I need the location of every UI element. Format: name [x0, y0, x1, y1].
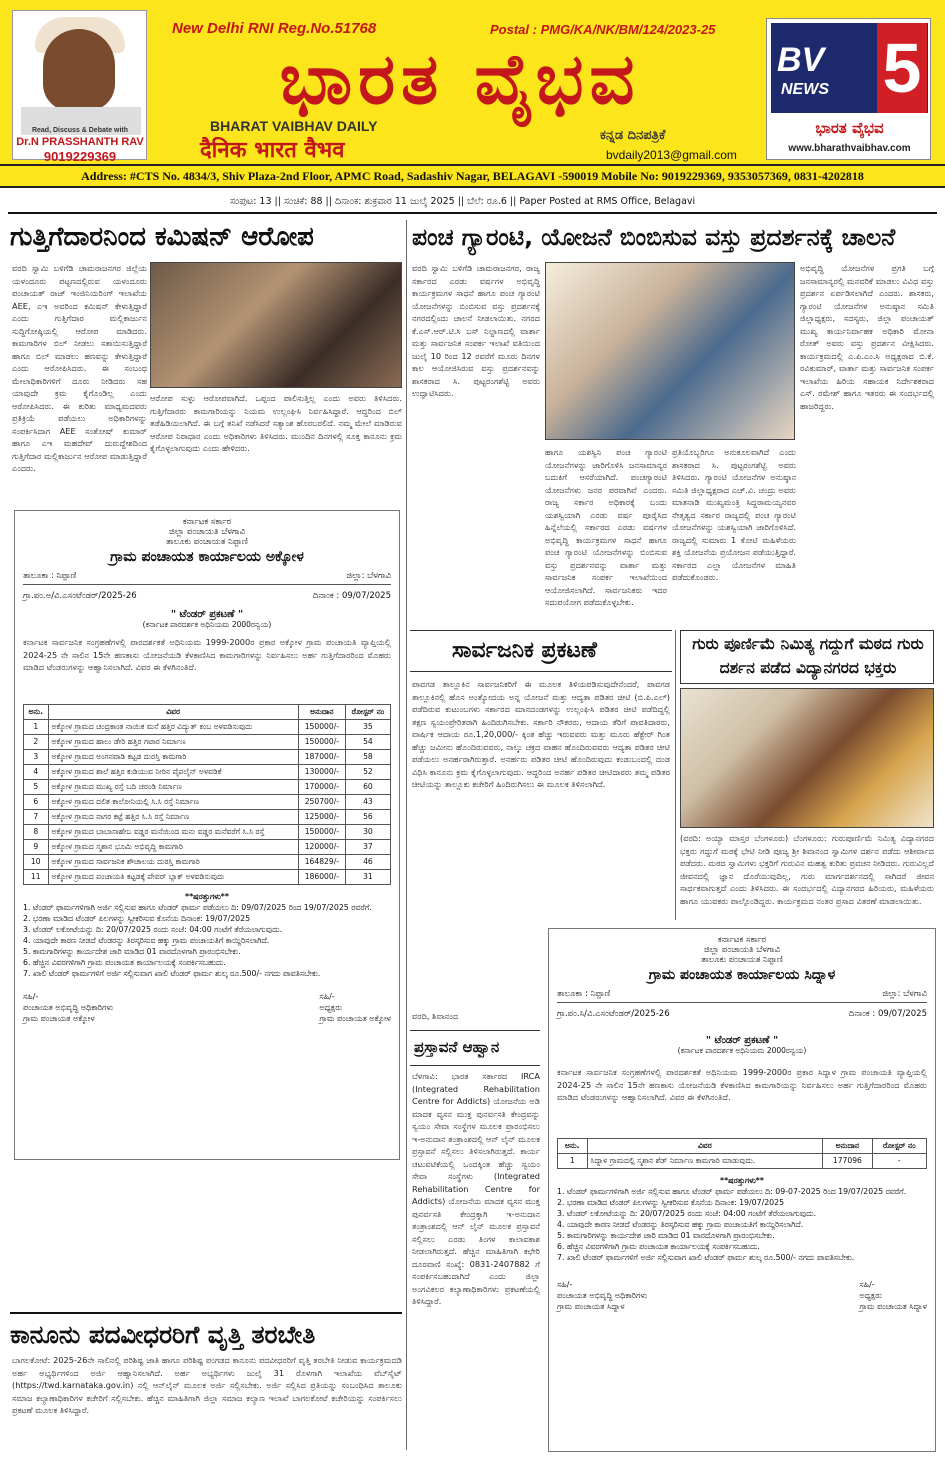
divider — [10, 1312, 402, 1314]
divider — [8, 212, 937, 214]
table-cell: ಅಕ್ಕೋಳ ಗ್ರಾಮದ ಅಂಗನವಾಡಿ ಕಟ್ಟಡ ದುರಸ್ತಿ ಕಾಮಗಾರಿ — [48, 750, 298, 765]
notice-headline: ಸಾರ್ವಜನಿಕ ಪ್ರಕಟಣೆ — [452, 638, 597, 663]
column-divider — [675, 630, 676, 920]
proposal-headline: ಪ್ರಸ್ತಾವನೆ ಆಹ್ವಾನ — [414, 1038, 500, 1056]
story1-body-right: ಆರೋಪ ಸುಳ್ಳು ಆರೋಪವಾಗಿದೆ. ಒಪ್ಪಂದ ಪಾಲಿಸುತ್ತಿಲ್ಲ ಎಂದು ಅವರು ತಿಳಿಸಿದರು. ಗುತ್ತಿಗೆದಾರರು ಕಾಮಗಾರಿಯನ್ನು ನಿಯಮ ಉಲ್ಲಂಘಿಸಿ ನಿರ್ವಹಿಸಿದ್ದಾರೆ. ಆದ್ದರಿಂದ ಬಿಲ್ ತಡೆಹಿಡಿಯಲಾಗಿದೆ. ಈ ಬಗ್ಗೆ ತನಿಖೆ ನಡೆಸಿದರೆ ಸತ್ಯಾಂಶ ಹೊರಬರಲಿದೆ. ನಮ್ಮ ಮೇಲೆ ಮಾಡಿರುವ ಆರೋಪ ನಿರಾಧಾರ ಎಂದು ಅಧಿಕಾರಿಗಳು ತಿಳಿಸಿದರು. ಮುಂದಿನ ದಿನಗಳಲ್ಲಿ ಸೂಕ್ತ ಕಾನೂನು ಕ್ರಮ ಕೈಗೊಳ್ಳಲಾಗುವುದು ಎಂದು ಹೇಳಿದರು. — [150, 393, 402, 453]
tender2-district: ಜಿಲ್ಲಾ: ಬೆಳಗಾವಿ — [882, 989, 927, 999]
tender2-office: ಗ್ರಾಮ ಪಂಚಾಯತ ಕಾರ್ಯಾಲಯ ಸಿದ್ನಾಳ — [648, 967, 836, 983]
tender1-ref: ಗ್ರಾ.ಪಂ.ಅ/ವಿ.ಎಸಂಟೆಂಡರ್/2025-26 — [23, 591, 137, 601]
table-cell: 7 — [24, 810, 49, 825]
table-cell: 1 — [558, 1154, 588, 1169]
story1-photo — [150, 262, 402, 388]
table-cell: 58 — [345, 750, 390, 765]
tender1-office: ಗ್ರಾಮ ಪಂಚಾಯತ ಕಾರ್ಯಾಲಯ ಅಕ್ಕೋಳ — [110, 549, 304, 565]
english-title: BHARAT VAIBHAV DAILY — [210, 118, 378, 134]
tender1-table-header — [24, 705, 391, 720]
condition-item: 5. ಕಾಮಗಾರಿಗಳನ್ನು ಕಾರ್ಯದೇಶ ಜಾರಿ ಮಾಡಿದ 01 ವಾರದೊಳಗಾಗಿ ಪ್ರಾರಂಭಿಸಬೇಕು. — [557, 1231, 775, 1240]
editor-phone: 9019229369 — [43, 149, 117, 164]
table-cell: 30 — [345, 825, 390, 840]
tender1-table-body — [24, 720, 391, 885]
table-cell: 6 — [24, 795, 49, 810]
postal-reg: Postal : PMG/KA/NK/BM/124/2023-25 — [490, 22, 716, 37]
table-cell: 35 — [345, 720, 390, 735]
hindi-title: दैनिक भारत वैभव — [200, 138, 345, 163]
tender1-sig-right: ಸಹಿ/- ಅಧ್ಯಕ್ಷರು ಗ್ರಾಮ ಪಂಚಾಯತ ಅಕ್ಕೋಳ — [319, 992, 391, 1023]
table-row — [24, 750, 391, 765]
table-row — [24, 720, 391, 735]
condition-item: 3. ಟೆಂಡರ್ ಲಕೋಟೆಯನ್ನು ದಿ: 20/07/2025 ರಂದು ಸಂಜೆ: 04:00 ಗಂಟೆಗೆ ತೆರೆಯಲಾಗುವುದು. — [557, 1209, 817, 1218]
tender1-intro: ಕರ್ನಾಟಕ ಸಾರ್ವಜನಿಕ ಸಂಗ್ರಹಣೆಗಳಲ್ಲಿ ಪಾರದರ್ಶಕತೆ ಅಧಿನಿಯಮ 1999-2000ರ ಪ್ರಕಾರ ಅಕ್ಕೋಳ ಗ್ರಾಮ ಪಂಚಾಯತಿ ವ್ಯಾಪ್ತಿಯಲ್ಲಿ 2024-25 ನೇ ಸಾಲಿನ 15ನೇ ಹಣಕಾಸು ಯೋಜನೆಯಡಿ ಕೆಳಕಾಣಿಸಿದ ಕಾಮಗಾರಿಗಳನ್ನು ನಿರ್ವಹಿಸಲು ಅರ್ಹ ಗುತ್ತಿಗೆದಾರರಿಂದ ಮೊಹರು ಮಾಡಿದ ಟೆಂಡರುಗಳನ್ನು ಆಹ್ವಾನಿಸಲಾಗಿದೆ. ವಿವರ ಈ ಕೆಳಗಿನಂತಿದೆ. — [23, 637, 391, 672]
tender1-header-cell: ರೋಸ್ಟರ್ ನಂ — [345, 705, 390, 720]
table-row — [24, 735, 391, 750]
tender2-ref: ಗ್ರಾ.ಪಂ.ಸಿ/ವಿ.ಎಸಂಟೆಂಡರ್/2025-26 — [557, 1009, 670, 1019]
tender1-subtitle: (ಕರ್ನಾಟಕ ಪಾರದರ್ಶಕ ಅಧಿನಿಯಮ 2000ರನ್ವಯ) — [142, 620, 272, 629]
tender2-header-cell: ರೋಸ್ಟರ್ ನಂ — [872, 1139, 926, 1154]
tender2-table-header — [558, 1139, 927, 1154]
tender2-sig-right: ಸಹಿ/- ಅಧ್ಯಕ್ಷರು ಗ್ರಾಮ ಪಂಚಾಯತ ಸಿದ್ನಾಳ — [859, 1280, 927, 1311]
tender2-header-cell: ವಿವರ — [587, 1139, 823, 1154]
table-cell: 52 — [345, 765, 390, 780]
law-body: ಬಾಗಲಕೋಟೆ: 2025-26ನೇ ಸಾಲಿನಲ್ಲಿ ಪರಿಶಿಷ್ಟ ಜಾತಿ ಹಾಗೂ ಪರಿಶಿಷ್ಟ ಪಂಗಡದ ಕಾನೂನು ಪದವೀಧರರಿಗೆ ವೃತ್ತಿ ತರಬೇತಿ ನೀಡುವ ಕಾರ್ಯಕ್ರಮದಡಿ ಅರ್ಹ ಅಭ್ಯರ್ಥಿಗಳಿಂದ ಅರ್ಜಿ ಆಹ್ವಾನಿಸಲಾಗಿದೆ. ಅರ್ಹ ಅಭ್ಯರ್ಥಿಗಳು ಜುಲೈ 31 ರೊಳಗಾಗಿ ಇಲಾಖೆಯ ವೆಬ್‌ಸೈಟ್ (https://twd.karnataka.gov.in) ನಲ್ಲಿ ಆನ್‌ಲೈನ್ ಮೂಲಕ ಅರ್ಜಿ ಸಲ್ಲಿಸಬೇಕು. ಅರ್ಜಿ ಸಲ್ಲಿಸಿದ ಪ್ರತಿಯನ್ನು ಸಂಬಂಧಿಸಿದ ತಾಲೂಕು ಸಮಾಜ ಕಲ್ಯಾಣಾಧಿಕಾರಿಗಳ ಕಚೇರಿಗೆ ಸಲ್ಲಿಸಬೇಕು. ಹೆಚ್ಚಿನ ಮಾಹಿತಿಗಾಗಿ ಜಿಲ್ಲಾ ಸಮಾಜ ಕಲ್ಯಾಣ ಇಲಾಖೆ ಬಾಗಲಕೋಟೆ ಕಚೇರಿಯನ್ನು ಸಂಪರ್ಕಿಸಲು ಪ್ರಕಟಣೆ ಮೂಲಕ ತಿಳಿಸಿದ್ದಾರೆ. — [12, 1355, 402, 1415]
tender1-title: " ಟೆಂಡರ್ ಪ್ರಕಟಣೆ " — [170, 609, 244, 620]
email-address: bvdaily2013@gmail.com — [606, 148, 737, 162]
tender1-signatures — [23, 991, 391, 1024]
condition-item: 2. ಭರಣಾ ಮಾಡಿದ ಟೆಂಡರ್ ಪಿಲಗಳನ್ನು ಸ್ವೀಕರಿಸುವ ಕೊನೆಯ ದಿನಾಂಕ: 19/07/2025 — [557, 1198, 785, 1207]
tender2-table-body — [558, 1154, 927, 1169]
table-cell: 177096 — [823, 1154, 872, 1169]
editor-tagline: Read, Discuss & Debate with — [31, 127, 129, 134]
table-cell: ಅಕ್ಕೋಳ ಗ್ರಾಮದ ನಾಗರ ಕಟ್ಟೆ ಹತ್ತಿರ ಸಿ.ಸಿ ರಸ್ತೆ ನಿರ್ಮಾಣ — [48, 810, 298, 825]
tender2-taluk: ತಾಲೂಕಾ : ನಿಪ್ಪಾಣಿ — [557, 989, 611, 999]
table-cell: 250700/- — [298, 795, 345, 810]
condition-item: 1. ಟೆಂಡರ್ ಫಾರ್ಮಗಳಿಗಾಗಿ ಅರ್ಜಿ ಸಲ್ಲಿಸುವ ಹಾಗೂ ಟೆಂಡರ್ ಫಾರ್ಮ ಪಡೆಯಲು ದಿ: 09/07/2025 ರಿಂದ 19/07/2025 ರವರೆಗೆ. — [23, 903, 372, 912]
table-cell: ಅಕ್ಕೋಳ ಗ್ರಾಮದ ಸಾರ್ವಜನಿಕ ಶೌಚಾಲಯ ದುರಸ್ತಿ ಕಾಮಗಾರಿ — [48, 855, 298, 870]
story2-col2: ಹಾಗೂ ಯಶಸ್ವಿನಿ ಪಂಚ ಗ್ಯಾರಂಟಿ ಯೋಜನೆಗಳನ್ನು ಜಾರಿಗೊಳಿಸಿ ಜನಸಾಮಾನ್ಯರ ಬದುಕಿಗೆ ಆಸರೆಯಾಗಿದೆ. ಪಂಚಗ್ಯಾರಂಟಿ ಯೋಜನೆಗಳು ಜನರ ಪರವಾಗಿವೆ ಎಂದರು. ರಾಜ್ಯ ಸರ್ಕಾರ ಅಧಿಕಾರಕ್ಕೆ ಬಂದು ಯಶಸ್ವಿಯಾಗಿ ಎರಡು ವರ್ಷ ಪೂರೈಸಿದ ಹಿನ್ನೆಲೆಯಲ್ಲಿ ಸರ್ಕಾರದ ಎರಡು ವರ್ಷಗಳ ಅಭಿವೃದ್ಧಿ ಕಾರ್ಯಕ್ರಮಗಳ ಸಾಧನೆ ಹಾಗೂ ಪಂಚ ಗ್ಯಾರಂಟಿ ಯೋಜನೆಗಳನ್ನು ಬಿಂಬಿಸುವ ವಸ್ತು ಪ್ರದರ್ಶನವನ್ನು ವಾರ್ತಾ ಮತ್ತು ಸಾರ್ವಜನಿಕ ಸಂಪರ್ಕ ಇಲಾಖೆಯಿಂದ ಆಯೋಜಿಸಲಾಗಿದೆ. ಸಾರ್ವಜನಿಕರು ಇದರ ಸದುಪಯೋಗ ಪಡೆದುಕೊಳ್ಳಬೇಕು. — [545, 447, 667, 607]
table-cell: ಅಕ್ಕೋಳ ಗ್ರಾಮದ ಶಾಲೆ ಹತ್ತಿರ ಕುಡಿಯುವ ನೀರಿನ ಪೈಪಲೈನ್ ಅಳವಡಿಕೆ — [48, 765, 298, 780]
table-cell: 43 — [345, 795, 390, 810]
table-cell: 37 — [345, 840, 390, 855]
notice-signoff: ವರದಿ, ಶಿವಾನಂದ — [412, 1011, 459, 1021]
condition-item: 5. ಕಾಮಗಾರಿಗಳನ್ನು ಕಾರ್ಯದೇಶ ಜಾರಿ ಮಾಡಿದ 01 ವಾರದೊಳಗಾಗಿ ಪ್ರಾರಂಭಿಸಬೇಕು. — [23, 947, 241, 956]
logo-five: 5 — [877, 23, 927, 113]
face-shape — [43, 29, 115, 111]
condition-item: 6. ಹೆಚ್ಚಿನ ವಿವರಗಳಿಗಾಗಿ ಗ್ರಾಮ ಪಂಚಾಯತ ಕಾರ್ಯಾಲಯಕ್ಕೆ ಸಂಪರ್ಕಿಸಬಹುದು. — [23, 958, 226, 967]
table-cell: 9 — [24, 840, 49, 855]
table-cell: 187000/- — [298, 750, 345, 765]
tender1-conditions-title: **ಷರತ್ತುಗಳು** — [185, 892, 229, 901]
story2-col3: ಪ್ರತಿಯೊಬ್ಬರಿಗೂ ಅನುಕೂಲವಾಗಿದೆ ಎಂದು ಶಾಸಕರಾದ ಸಿ. ಪುಟ್ಟರಂಗಶೆಟ್ಟಿ ಅವರು ತಿಳಿಸಿದರು. ಗ್ಯಾರಂಟಿ ಯೋಜನೆಗಳ ಅನುಷ್ಠಾನ ಸಮಿತಿ ಜಿಲ್ಲಾಧ್ಯಕ್ಷರಾದ ಎಚ್.ವಿ. ಚಂದ್ರು ಅವರು ಮಾತನಾಡಿ ಮುಖ್ಯಮಂತ್ರಿ ಸಿದ್ದರಾಮಯ್ಯನವರ ನೇತೃತ್ವದ ಸರ್ಕಾರ ರಾಜ್ಯದಲ್ಲಿ ಪಂಚ ಗ್ಯಾರಂಟಿ ಯೋಜನೆಗಳನ್ನು ಯಶಸ್ವಿಯಾಗಿ ಜಾರಿಗೊಳಿಸಿದೆ. ರಾಜ್ಯದಲ್ಲಿ ಸುಮಾರು 1 ಕೋಟಿ ಮಹಿಳೆಯರು ಶಕ್ತಿ ಯೋಜನೆಯ ಪ್ರಯೋಜನ ಪಡೆಯುತ್ತಿದ್ದಾರೆ. ಸರ್ಕಾರದ ಎಲ್ಲಾ ಯೋಜನೆಗಳ ಮಾಹಿತಿ ಪಡೆದುಕೊಂಡರು. — [672, 447, 796, 582]
tender1-taluk-panchayat: ತಾಲೂಕು ಪಂಚಾಯತ ನಿಪ್ಪಾಣಿ — [166, 537, 248, 547]
story2-headline: ಪಂಚ ಗ್ಯಾರಂಟಿ, ಯೋಜನೆ ಬಿಂಬಿಸುವ ವಸ್ತು ಪ್ರದರ್ಶನಕ್ಕೆ ಚಾಲನೆ — [412, 223, 896, 251]
tender2-location-row — [557, 989, 927, 1003]
tender2-subtitle: (ಕರ್ನಾಟಕ ಪಾರದರ್ಶಕ ಅಧಿನಿಯಮ 2000ರನ್ವಯ) — [677, 1046, 807, 1055]
column-divider — [406, 220, 407, 1450]
table-cell: 130000/- — [298, 765, 345, 780]
tender2-ref-row — [557, 1009, 927, 1019]
tender1-ref-row — [23, 591, 391, 601]
tender2-header-cell: ಅನುದಾನ — [823, 1139, 872, 1154]
table-row — [558, 1154, 927, 1169]
story2-col4: ಅಭಿವೃದ್ಧಿ ಯೋಜನೆಗಳ ಪ್ರಗತಿ ಬಗ್ಗೆ ಜನಸಾಮಾನ್ಯರಲ್ಲಿ ಮನವರಿಕೆ ಮಾಡಲು ವಿವಿಧ ವಸ್ತು ಪ್ರದರ್ಶನ ಏರ್ಪಡಿಸಲಾಗಿದೆ ಎಂದರು. ಶಾಸಕರು, ಗ್ಯಾರಂಟಿ ಯೋಜನೆಗಳ ಅನುಷ್ಠಾನ ಸಮಿತಿ ಜಿಲ್ಲಾಧ್ಯಕ್ಷರು, ಸದಸ್ಯರು, ಜಿಲ್ಲಾ ಪಂಚಾಯತ್ ಮುಖ್ಯ ಕಾರ್ಯನಿರ್ವಾಹಕ ಅಧಿಕಾರಿ ಮೋನಾ ರೋತ್ ಅವರು ವಸ್ತು ಪ್ರದರ್ಶನ ವೀಕ್ಷಿಸಿದರು. ಕಾರ್ಯಕ್ರಮದಲ್ಲಿ ಎ.ಪಿ.ಎಂ.ಸಿ ಅಧ್ಯಕ್ಷರಾದ ಬಿ.ಕೆ. ರವಿಕುಮಾರ್, ವಾರ್ತಾ ಮತ್ತು ಸಾರ್ವಜನಿಕ ಸಂಪರ್ಕ ಇಲಾಖೆಯ ಹಿರಿಯ ಸಹಾಯಕ ನಿರ್ದೇಶಕರಾದ ಎಸ್. ರಮೇಶ್ ಹಾಗೂ ಇತರರು ಈ ಸಂದರ್ಭದಲ್ಲಿ ಹಾಜರಿದ್ದರು. — [800, 263, 934, 411]
table-cell: 164829/- — [298, 855, 345, 870]
table-cell: 8 — [24, 825, 49, 840]
tender1-district-panchayat: ಜಿಲ್ಲಾ ಪಂಚಾಯತಿ ಬೆಳಗಾವಿ — [168, 527, 246, 537]
tender2-taluk-panchayat: ತಾಲೂಕು ಪಂಚಾಯತ ನಿಪ್ಪಾಣಿ — [701, 955, 783, 965]
editor-name: Dr.N PRASSHANTH RAV — [16, 136, 144, 148]
dateline: ಸಂಪುಟ: 13 || ಸಂಚಿಕೆ: 88 || ದಿನಾಂಕ: ಶುಕ್ರವಾರ 11 ಜುಲೈ 2025 || ಬೆಲೆ: ರೂ.6 || Paper Posted at RMS Office, Belagavi — [230, 196, 696, 207]
logo-bv-text: BV — [777, 41, 825, 79]
table-cell: 46 — [345, 855, 390, 870]
law-headline: ಕಾನೂನು ಪದವೀಧರರಿಗೆ ವೃತ್ತಿ ತರಬೇತಿ — [10, 1320, 316, 1349]
table-cell: 31 — [345, 870, 390, 885]
table-cell: ಸಿದ್ನಾಳ ಗ್ರಾಮದಲ್ಲಿ ಸ್ಮಶಾನ ಶೆಡ್ ನಿರ್ಮಾಣ ಕಾಮಗಾರಿ ಮಾಡುವುದು. — [587, 1154, 823, 1169]
condition-item: 4. ಯಾವುದೇ ಕಾರಣ ನೀಡದೆ ಟೆಂಡರನ್ನು ತಿರಸ್ಕರಿಸುವ ಹಕ್ಕು ಗ್ರಾಮ ಪಂಚಾಯತಿಗೆ ಕಾಯ್ದಿರಿಸಲಾಗಿದೆ. — [23, 936, 270, 945]
condition-item: 7. ಖಾಲಿ ಟೆಂಡರ್ ಫಾರ್ಮಗಳಿಗೆ ಅರ್ಜಿ ಸಲ್ಲಿಸುವಾಗ ಖಾಲಿ ಟೆಂಡರ್ ಫಾರ್ಮ ಶುಲ್ಕ ರೂ.500/- ನಗದು ಪಾವತಿಸಬೇಕು. — [557, 1253, 855, 1262]
logo-kannada-name: ಭಾರತ ವೈಭವ — [815, 119, 884, 137]
tender1-table — [23, 704, 391, 885]
table-cell: 150000/- — [298, 735, 345, 750]
tender1-date: ದಿನಾಂಕ : 09/07/2025 — [312, 591, 391, 601]
tender1-header-cell: ಅನು. — [24, 705, 49, 720]
bv5-news-logo — [766, 18, 931, 160]
tender2-title: " ಟೆಂಡರ್ ಪ್ರಕಟಣೆ " — [705, 1035, 779, 1046]
story2-col1: ವರದಿ ಸ್ವಾಮಿ ಬಳಿಗೆಡಿ ಚಾಮರಾಜನಗರ, ರಾಜ್ಯ ಸರ್ಕಾರದ ಎರಡು ವರ್ಷಗಳ ಅಭಿವೃದ್ಧಿ ಕಾರ್ಯಕ್ರಮಗಳ ಸಾಧನೆ ಹಾಗೂ ಪಂಚ ಗ್ಯಾರಂಟಿ ಯೋಜನೆಗಳನ್ನು ಬಿಂಬಿಸುವ ವಸ್ತು ಪ್ರದರ್ಶನಕ್ಕೆ ನಗರದಲ್ಲಿಂದು ಚಾಲನೆ ನೀಡಲಾಯಿತು. ನಗರದ ಕೆ.ಎಸ್.ಆರ್.ಟಿ.ಸಿ ಬಸ್ ನಿಲ್ದಾಣದಲ್ಲಿ ವಾರ್ತಾ ಮತ್ತು ಸಾರ್ವಜನಿಕ ಸಂಪರ್ಕ ಇಲಾಖೆ ವತಿಯಿಂದ ಜುಲೈ 10 ರಿಂದ 12 ರವರೆಗೆ ಮೂರು ದಿನಗಳ ಕಾಲ ಆಯೋಜಿಸಿರುವ ವಸ್ತು ಪ್ರದರ್ಶನವನ್ನು ಶಾಸಕರಾದ ಸಿ. ಪುಟ್ಟರಂಗಶೆಟ್ಟಿ ಅವರು ಉದ್ಘಾಟಿಸಿದರು. — [412, 263, 540, 398]
table-cell: ಅಕ್ಕೋಳ ಗ್ರಾಮದ ಸ್ಮಶಾನ ಭೂಮಿ ಅಭಿವೃದ್ಧಿ ಕಾಮಗಾರಿ — [48, 840, 298, 855]
tender2-govt: ಕರ್ನಾಟಕ ಸರ್ಕಾರ — [717, 935, 767, 945]
kannada-daily-label: ಕನ್ನಡ ದಿನಪತ್ರಿಕೆ — [600, 128, 666, 143]
newspaper-title: ಭಾರತ ವೈಭವ — [279, 38, 641, 120]
table-cell: 56 — [345, 810, 390, 825]
guru-body: (ವರದಿ: ಅಯ್ಯಾ ಮಾಸ್ತರ ಬೆಂಗಳೂರು) ಬೆಂಗಳೂರು: ಗುರುಪೂರ್ಣಿಮೆ ನಿಮಿತ್ಯ ವಿದ್ಯಾನಗರದ ಭಕ್ತರು ಗದ್ದುಗೆ ಮಠಕ್ಕೆ ಭೇಟಿ ನೀಡಿ ಪೂಜ್ಯ ಶ್ರೀ ಶಿವಾನಂದ ಸ್ವಾಮಿಗಳ ದರ್ಶನ ಪಡೆದು ಆಶೀರ್ವಾದ ಪಡೆದರು. ಮಠದ ಸ್ವಾಮಿಗಳು ಭಕ್ತರಿಗೆ ಗುರುವಿನ ಮಹತ್ವ ಕುರಿತು ಪ್ರವಚನ ನೀಡಿದರು. ಗುರುವಿಲ್ಲದೆ ಜೀವನದಲ್ಲಿ ಜ್ಞಾನ ದೊರೆಯುವುದಿಲ್ಲ, ಗುರು ಮಾರ್ಗದರ್ಶನದಲ್ಲಿ ಸಾಗಿದರೆ ಜೀವನ ಸಾರ್ಥಕವಾಗುತ್ತದೆ ಎಂದು ತಿಳಿಸಿದರು. ಈ ಸಂದರ್ಭದಲ್ಲಿ ವಿದ್ಯಾನಗರದ ಹಿರಿಯರು, ಮಹಿಳೆಯರು ಹಾಗೂ ಯುವಕರು ಪಾಲ್ಗೊಂಡಿದ್ದರು. ಕಾರ್ಯಕ್ರಮದ ನಂತರ ಪ್ರಸಾದ ವಿತರಣೆ ಮಾಡಲಾಯಿತು. — [680, 833, 934, 906]
table-cell: 186000/- — [298, 870, 345, 885]
condition-item: 2. ಭರಣಾ ಮಾಡಿದ ಟೆಂಡರ್ ಪಿಲಗಳನ್ನು ಸ್ವೀಕರಿಸುವ ಕೊನೆಯ ದಿನಾಂಕ: 19/07/2025 — [23, 914, 251, 923]
tender2-table — [557, 1138, 927, 1169]
condition-item: 7. ಖಾಲಿ ಟೆಂಡರ್ ಫಾರ್ಮಗಳಿಗೆ ಅರ್ಜಿ ಸಲ್ಲಿಸುವಾಗ ಖಾಲಿ ಟೆಂಡರ್ ಫಾರ್ಮ ಶುಲ್ಕ ರೂ.500/- ನಗದು ಪಾವತಿಸಬೇಕು. — [23, 969, 321, 978]
table-cell: - — [872, 1154, 926, 1169]
tender2-date: ದಿನಾಂಕ : 09/07/2025 — [848, 1009, 927, 1019]
table-cell: 125000/- — [298, 810, 345, 825]
table-row — [24, 810, 391, 825]
table-cell: ಅಕ್ಕೋಳ ಗ್ರಾಮದ ಚಂದ್ರಕಾಂತ ನಾಯಿಕ ಮನೆ ಹತ್ತಿರ ವಿದ್ಯುತ್ ಕಂಬ ಅಳವಡಿಸುವುದು — [48, 720, 298, 735]
tender2-district-panchayat: ಜಿಲ್ಲಾ ಪಂಚಾಯತಿ ಬೆಳಗಾವಿ — [703, 945, 781, 955]
tender1-sig-left: ಸಹಿ/- ಪಂಚಾಯತ ಅಭಿವೃದ್ಧಿ ಅಧಿಕಾರಿಗಳು ಗ್ರಾಮ ಪಂಚಾಯತ ಅಕ್ಕೋಳ — [23, 992, 114, 1023]
tender2-sig-left: ಸಹಿ/- ಪಂಚಾಯತ ಅಭಿವೃದ್ಧಿ ಅಧಿಕಾರಿಗಳು ಗ್ರಾಮ ಪಂಚಾಯತ ಸಿದ್ನಾಳ — [557, 1280, 648, 1311]
website-url[interactable]: www.bharathvaibhav.com — [788, 143, 911, 154]
guru-photo — [680, 688, 934, 828]
table-row — [24, 870, 391, 885]
table-cell: 5 — [24, 780, 49, 795]
tender2-header-cell: ಅನು. — [558, 1139, 588, 1154]
tender2-signatures — [557, 1279, 927, 1312]
table-cell: 3 — [24, 750, 49, 765]
tender1-header-cell: ವಿವರ — [48, 705, 298, 720]
table-row — [24, 840, 391, 855]
tender2-conditions — [557, 1186, 927, 1263]
guru-headline: ಗುರು ಪೂರ್ಣಿಮೆ ನಿಮಿತ್ಯ ಗದ್ದುಗೆ ಮಠದ ಗುರು ದರ್ಶನ ಪಡೆದ ವಿದ್ಯಾನಗರದ ಭಕ್ತರು — [692, 635, 924, 677]
condition-item: 6. ಹೆಚ್ಚಿನ ವಿವರಗಳಿಗಾಗಿ ಗ್ರಾಮ ಪಂಚಾಯತ ಕಾರ್ಯಾಲಯಕ್ಕೆ ಸಂಪರ್ಕಿಸಬಹುದು. — [557, 1242, 760, 1251]
tender-notice-sidnal — [548, 928, 936, 1452]
table-cell: ಅಕ್ಕೋಳ ಗ್ರಾಮದ ಹಾಲು ಡೇರಿ ಹತ್ತಿರ ಗಟಾರ ನಿರ್ಮಾಣ — [48, 735, 298, 750]
table-row — [24, 855, 391, 870]
table-cell: ಅಕ್ಕೋಳ ಗ್ರಾಮದ ಬಾಬಾಸಾಹೇಬ ವಡ್ಡರ ಮನೆಯಿಂದ ಮನು ವಡ್ಡರ ಮನೆವರೆಗೆ ಸಿ.ಸಿ ರಸ್ತೆ — [48, 825, 298, 840]
table-cell: 170000/- — [298, 780, 345, 795]
table-cell: 60 — [345, 780, 390, 795]
tender2-intro: ಕರ್ನಾಟಕ ಸಾರ್ವಜನಿಕ ಸಂಗ್ರಹಣೆಗಳಲ್ಲಿ ಪಾರದರ್ಶಕತೆ ಅಧಿನಿಯಮ 1999-2000ರ ಪ್ರಕಾರ ಸಿದ್ನಾಳ ಗ್ರಾಮ ಪಂಚಾಯತಿ ವ್ಯಾಪ್ತಿಯಲ್ಲಿ 2024-25 ನೇ ಸಾಲಿನ 15ನೇ ಹಣಕಾಸು ಯೋಜನೆಯಡಿ ಕೆಳಕಾಣಿಸಿದ ಕಾಮಗಾರಿಯನ್ನು ನಿರ್ವಹಿಸಲು ಅರ್ಹ ಗುತ್ತಿಗೆದಾರರಿಂದ ಮೊಹರು ಮಾಡಿದ ಟೆಂಡರುಗಳನ್ನು ಆಹ್ವಾನಿಸಲಾಗಿದೆ. ವಿವರ ಈ ಕೆಳಗಿನಂತಿದೆ. — [557, 1067, 927, 1102]
condition-item: 4. ಯಾವುದೇ ಕಾರಣ ನೀಡದೆ ಟೆಂಡರನ್ನು ತಿರಸ್ಕರಿಸುವ ಹಕ್ಕು ಗ್ರಾಮ ಪಂಚಾಯತಿಗೆ ಕಾಯ್ದಿರಿಸಲಾಗಿದೆ. — [557, 1220, 804, 1229]
rni-number: New Delhi RNI Reg.No.51768 — [172, 20, 377, 37]
story1-body-left: ವರದಿ ಸ್ವಾಮಿ ಬಳಿಗೆಡಿ ಚಾಮರಾಜನಗರ ಜಿಲ್ಲೆಯ ಯಳಂದೂರು ಪಟ್ಟಣದಲ್ಲಿರುವ ಯಳಂದೂರು ಪಂಚಾಯತ್ ರಾಜ್ ಇಂಜಿನಿಯರಿಂಗ್ ಇಲಾಖೆಯ AEE, ಎಇ ಅವರಿಂದ ಕಮಿಷನ್ ಕೇಳುತ್ತಿದ್ದಾರೆ ಎಂದು ಗುತ್ತಿಗೆದಾರ ಮಲ್ಲಿಕಾರ್ಜುನ ಸುದ್ದಿಗೋಷ್ಠಿಯಲ್ಲಿ ಆರೋಪ ಮಾಡಿದರು. ಕಾಮಗಾರಿಗಳ ಬಿಲ್ ನೀಡಲು ಸತಾಯಿಸುತ್ತಿದ್ದಾರೆ ಹಾಗೂ ಬಿಲ್ ಮಾಡಲು ಹಣವನ್ನು ಕೇಳುತ್ತಿದ್ದಾರೆ ಎಂದು ಆರೋಪಿಸಿದರು. ಈ ಸಂಬಂಧ ಮೇಲಾಧಿಕಾರಿಗಳಿಗೆ ದೂರು ನೀಡಿದರು ಸಹ ಯಾವುದೇ ಕ್ರಮ ಕೈಗೊಂಡಿಲ್ಲ ಎಂದು ಆರೋಪಿಸಿದರು. ಈ ಕುರಿತು ಮಾಧ್ಯಮದವರು ಪ್ರತಿಕ್ರಿಯೆ ಪಡೆಯಲು ಅಧಿಕಾರಿಗಳನ್ನು ಸಂಪರ್ಕಿಸಿದಾಗ AEE ಸಂತೋಷ್ ಕುಮಾರ್ ಹಾಗೂ ಎಇ ಮಹದೇವ್ ದುರುದ್ದೇಶದಿಂದ ಗುತ್ತಿಗೆದಾರ ಮಲ್ಲಿಕಾರ್ಜುನ ಆರೋಪ ಮಾಡುತ್ತಿದ್ದಾರೆ ಎಂದರು. — [12, 263, 147, 473]
table-cell: 4 — [24, 765, 49, 780]
table-row — [24, 795, 391, 810]
tender-notice-akkol — [14, 510, 400, 1160]
table-cell: 150000/- — [298, 720, 345, 735]
condition-item: 3. ಟೆಂಡರ್ ಲಕೋಟೆಯನ್ನು ದಿ: 20/07/2025 ರಂದು ಸಂಜೆ: 04:00 ಗಂಟೆಗೆ ತೆರೆಯಲಾಗುವುದು. — [23, 925, 283, 934]
table-cell: 120000/- — [298, 840, 345, 855]
table-cell: 2 — [24, 735, 49, 750]
tender1-govt: ಕರ್ನಾಟಕ ಸರ್ಕಾರ — [182, 517, 232, 527]
address-bar: Address: #CTS No. 4834/3, Shiv Plaza-2nd Floor, APMC Road, Sadashiv Nagar, BELAGAVI -590019 Mobile No: 9019229369, 9353057369, 0831-4202818 — [0, 166, 945, 188]
table-cell: 11 — [24, 870, 49, 885]
tender1-location-row — [23, 571, 391, 585]
table-row — [24, 765, 391, 780]
table-cell: 54 — [345, 735, 390, 750]
table-cell: 150000/- — [298, 825, 345, 840]
editor-photo — [12, 10, 147, 164]
proposal-body: ಬೆಳಗಾವಿ: ಭಾರತ ಸರ್ಕಾರದ IRCA (Integrated Rehabilitation Centre for Addicts) ಯೋಜನೆಯ ಅಡಿ ಮಾದಕ ವ್ಯಸನ ಮುಕ್ತ ಪುನರ್ವಸತಿ ಕೇಂದ್ರವನ್ನು ಸ್ವಯಂ ಸೇವಾ ಸಂಸ್ಥೆಗಳ ಮೂಲಕ ಪ್ರಾರಂಭಿಸಲು ಇ-ಅನುದಾನ ತಂತ್ರಾಂಶದಲ್ಲಿ ಆನ್ ಲೈನ್ ಮೂಲಕ ಪ್ರಸ್ತಾವನೆ ಸಲ್ಲಿಸಲು ತಿಳಿಸಲಾಗಿರುತ್ತದೆ. ಕಾರ್ಯ ಚಟುವಟಿಕೆಯಲ್ಲಿ ಒಂದಕ್ಕಿಂತ ಹೆಚ್ಚು ಸ್ವಯಂ ಸೇವಾ ಸಂಸ್ಥೆಗಳು (Integrated Rehabilitation Centre for Addicts) ಯೋಜನೆಯ ಮಾದಕ ವ್ಯಸನ ಮುಕ್ತ ಪುನರ್ವಸತಿ ಕೇಂದ್ರಕ್ಕಾಗಿ ಇ-ಅನುದಾನ ತಂತ್ರಾಂಶದಲ್ಲಿ ಆನ್ ಲೈನ್ ಮೂಲಕ ಪ್ರಸ್ತಾವನೆ ಸಲ್ಲಿಸಲು ಎರಡು ತಿಂಗಳ ಕಾಲಾವಕಾಶ ನೀಡಲಾಗಿರುತ್ತದೆ. ಹೆಚ್ಚಿನ ಮಾಹಿತಿಗಾಗಿ ಕಛೇರಿ ದೂರವಾಣಿ ಸಂಖ್ಯೆ: 0831-2407882 ಗೆ ಸಂಪರ್ಕಿಸಬಹುದಾಗಿದೆ ಎಂದು ಜಿಲ್ಲಾ ಅಂಗವಿಕಲರ ಕಲ್ಯಾಣಾಧಿಕಾರಿಗಳು ಪ್ರಕಟಣೆಯಲ್ಲಿ ತಿಳಿಸಿದ್ದಾರೆ. — [412, 1071, 540, 1306]
notice-body: ಪಾವಗಡ ತಾಲ್ಲೂಕಿನ ಸಾರ್ವಜನಿಕರಿಗೆ ಈ ಮೂಲಕ ತಿಳಿಯಪಡಿಸುವುದೇನೆಂದರೆ, ಪಾವಗಡ ತಾಲ್ಲೂಕಿನಲ್ಲಿ ಹೊಸ ಅಂತ್ಯೋದಯ ಅನ್ನ ಯೋಜನೆ ಮತ್ತು ಆದ್ಯತಾ ಪಡಿತರ ಚೀಟಿ (ಬಿ.ಪಿ.ಎಲ್) ಪಡೆದಿರುವ ಕುಟುಂಬಗಳು ಸರ್ಕಾರದ ಮಾನದಂಡಗಳನ್ನು ಉಲ್ಲಂಘಿಸಿ ಪಡಿತರ ಚೀಟಿ ಪಡೆದಿದ್ದಲ್ಲಿ ತಕ್ಷಣ ಸ್ವಯಂಪ್ರೇರಿತರಾಗಿ ಹಿಂದಿರುಗಿಸಬೇಕು. ಸರ್ಕಾರಿ ನೌಕರರು, ಆದಾಯ ತೆರಿಗೆ ಪಾವತಿದಾರರು, ವಾರ್ಷಿಕ ಆದಾಯ ರೂ.1,20,000/- ಕ್ಕಿಂತ ಹೆಚ್ಚು ಇರುವವರು ಮತ್ತು ಮೂರು ಹೆಕ್ಟೇರ್ ಗಿಂತ ಹೆಚ್ಚು ಜಮೀನು ಹೊಂದಿರುವವರು, ನಾಲ್ಕು ಚಕ್ರದ ವಾಹನ ಹೊಂದಿರುವವರು ಆದ್ಯತಾ ಪಡಿತರ ಚೀಟಿ ಪಡೆಯಲು ಅನರ್ಹರಾಗಿರುತ್ತಾರೆ. ಅನರ್ಹರು ಪಡಿತರ ಚೀಟಿ ಹೊಂದಿರುವುದು ಕಂಡುಬಂದಲ್ಲಿ ದಂಡ ವಿಧಿಸಿ ಕಾನೂನು ಕ್ರಮ ಕೈಗೊಳ್ಳಲಾಗುವುದು. ಆದ್ದರಿಂದ ಅನರ್ಹ ಪಡಿತರ ಚೀಟಿದಾರರು ತಮ್ಮ ಪಡಿತರ ಚೀಟಿಯನ್ನು ತಾಲ್ಲೂಕು ಕಚೇರಿಗೆ ಹಿಂದಿರುಗಿಸಲು ಈ ಮೂಲಕ ತಿಳಿಸಲಾಗಿದೆ. — [412, 679, 670, 789]
tender1-district: ಜಿಲ್ಲಾ: ಬೆಳಗಾವಿ — [346, 571, 391, 581]
table-cell: 1 — [24, 720, 49, 735]
condition-item: 1. ಟೆಂಡರ್ ಫಾರ್ಮಗಳಿಗಾಗಿ ಅರ್ಜಿ ಸಲ್ಲಿಸುವ ಹಾಗೂ ಟೆಂಡರ್ ಫಾರ್ಮ ಪಡೆಯಲು ದಿ: 09-07-2025 ರಿಂದ 19/07/2025 ರವರೆಗೆ. — [557, 1187, 907, 1196]
table-cell: ಅಕ್ಕೋಳ ಗ್ರಾಮದ ಮುಖ್ಯ ರಸ್ತೆ ಬದಿ ಚರಂಡಿ ನಿರ್ಮಾಣ — [48, 780, 298, 795]
tender2-conditions-title: **ಷರತ್ತುಗಳು** — [720, 1176, 764, 1185]
tender1-conditions — [23, 902, 391, 979]
story2-photo — [545, 262, 795, 440]
logo-news-text: NEWS — [781, 81, 829, 98]
table-cell: ಅಕ್ಕೋಳ ಗ್ರಾಮದ ದಲಿತ ಕಾಲೋನಿಯಲ್ಲಿ ಸಿ.ಸಿ ರಸ್ತೆ ನಿರ್ಮಾಣ — [48, 795, 298, 810]
tender1-taluk: ತಾಲೂಕಾ : ನಿಪ್ಪಾಣಿ — [23, 571, 77, 581]
table-cell: 10 — [24, 855, 49, 870]
table-cell: ಅಕ್ಕೋಳ ಗ್ರಾಮದ ಪಂಚಾಯತಿ ಕಟ್ಟಡಕ್ಕೆ ಪೇವರ್ ಬ್ಲಾಕ್ ಅಳವಡಿಸುವುದು — [48, 870, 298, 885]
story1-headline: ಗುತ್ತಿಗೆದಾರನಿಂದ ಕಮಿಷನ್ ಆರೋಪ — [10, 222, 314, 252]
tender1-header-cell: ಅನುದಾನ — [298, 705, 345, 720]
table-row — [24, 825, 391, 840]
table-row — [24, 780, 391, 795]
